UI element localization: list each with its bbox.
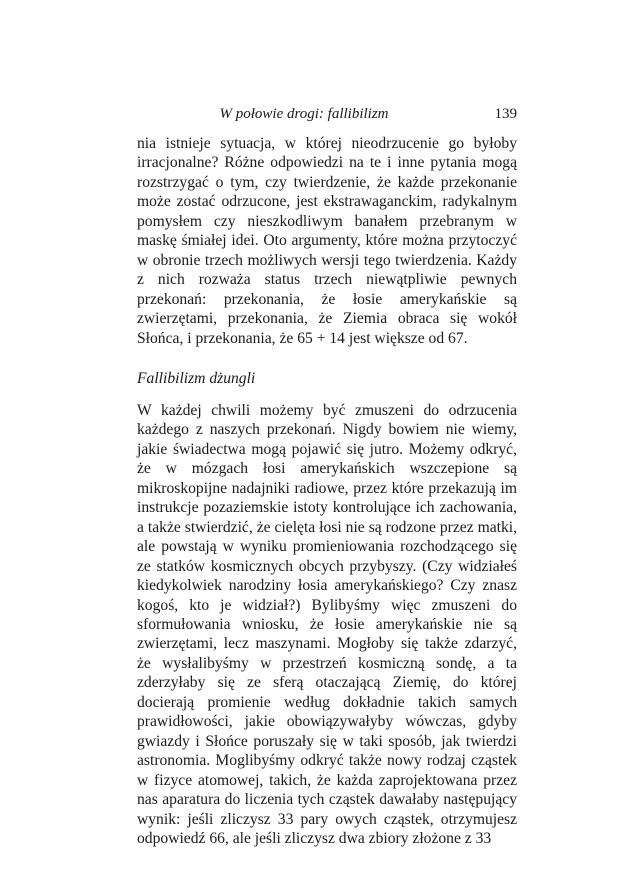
running-title: W połowie drogi: fallibilizm bbox=[219, 106, 389, 122]
paragraph-section bbox=[137, 401, 517, 848]
page-number: 139 bbox=[494, 106, 517, 122]
paragraph-continued bbox=[137, 134, 517, 348]
paragraph-text: W każdej chwili możemy być zmuszeni do odrzucenia każdego z naszych przekonań. Nigdy bowiem nie wiemy, jakie świadectwa mogą pojawić się jutro. Możemy odkryć, że w mózgach łosi amerykańskich wszczepione są mikroskopijne nadajniki radiowe, przez które przekazują im instrukcje pozaziemskie istoty kontrolujące ich zachowania, a także stwierdzić, że cielęta łosi nie są rodzone przez matki, ale powstają w wyniku promieniowania rozchodzącego się ze statków kosmicznych obcych przybyszy. (Czy widziałeś kiedykolwiek narodziny łosia amerykańskiego? Czy znasz kogoś, kto je widział?) Bylibyśmy więc zmuszeni do sformułowania wniosku, że łosie amerykańskie nie są zwierzętami, lecz maszynami. Mogłoby się także zdarzyć, że wysłalibyśmy w przestrzeń kosmiczną sondę, a ta zderzyłaby się ze sferą otaczającą Ziemię, do której docierają promienie według dokładnie takich samych prawidłowości, jakie obowiązywałyby wówczas, gdyby gwiazdy i Słońce poruszały się w taki sposób, jak twierdzi astronomia. Moglibyśmy odkryć także nowy rodzaj cząstek w fizyce atomowej, takich, że każda zaprojektowana przez nas aparatura do liczenia tych cząstek dawałaby następujący wynik: jeśli zliczysz 33 pary owych cząstek, otrzymujesz odpowiedź 66, ale jeśli zliczysz dwa zbiory złożone z 33 bbox=[137, 402, 517, 847]
running-head bbox=[137, 106, 517, 128]
paragraph-text: nia istnieje sytuacja, w której nieodrzucenie go byłoby irracjonalne? Różne odpowiedzi na te i inne pytania mogą rozstrzygać o tym, czy twierdzenie, że każde przekonanie może zostać odrzucone, jest ekstrawaganckim, radykalnym pomysłem czy nieszkodliwym banałem przebranym w maskę śmiałej idei. Oto argumenty, które można przytoczyć w obronie trzech możliwych wersji tego twierdzenia. Każdy z nich rozważa status trzech niewątpliwie pewnych przekonań: przekonania, że łosie amerykańskie są zwierzętami, przekonania, że Ziemia obraca się wokół Słońca, i przekonania, że 65 + 14 jest większe od 67. bbox=[137, 135, 517, 347]
section-heading: Fallibilizm dżungli bbox=[137, 370, 256, 387]
